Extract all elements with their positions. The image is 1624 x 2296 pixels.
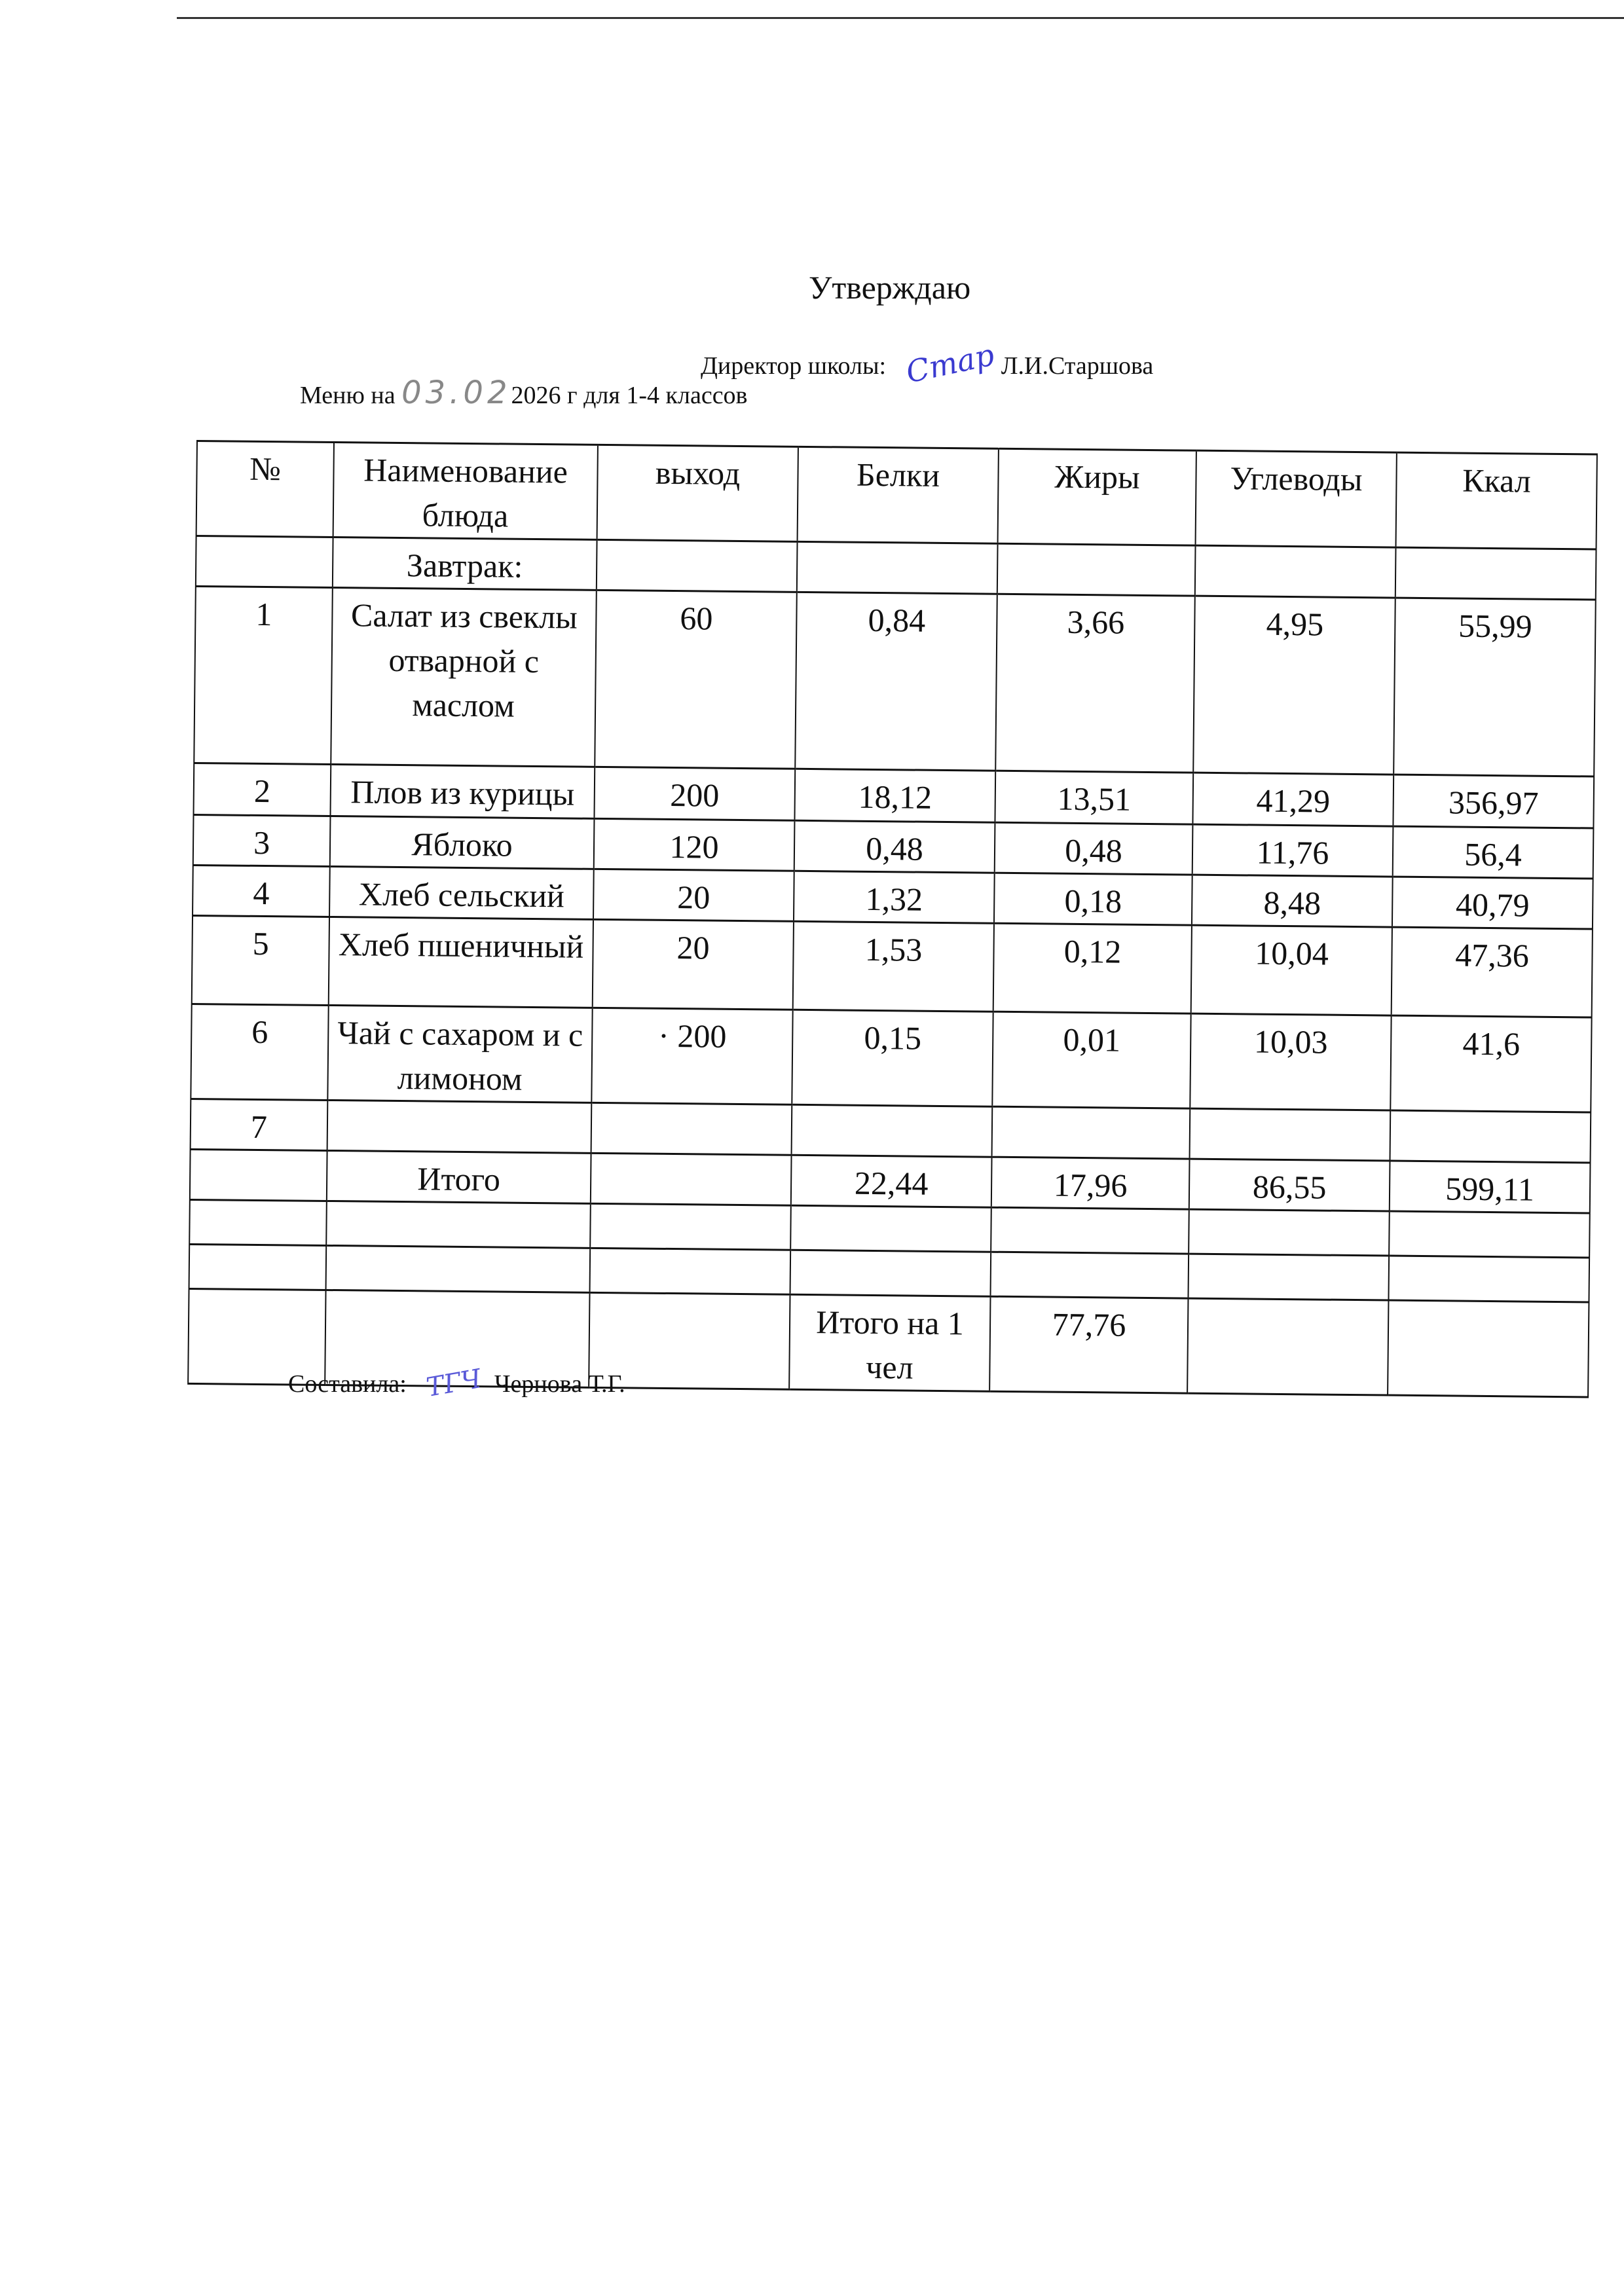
compiled-by-line <box>288 1364 625 1403</box>
dish-carbs <box>1190 1108 1391 1161</box>
dish-fats: 3,66 <box>995 594 1195 773</box>
empty-cell <box>991 1207 1189 1254</box>
dish-carbs: 4,95 <box>1193 596 1395 774</box>
menu-suffix: 2026 г для 1-4 классов <box>511 382 748 409</box>
menu-prefix: Меню на <box>300 382 396 409</box>
total-fats: 17,96 <box>991 1157 1190 1209</box>
dish-fats: 0,48 <box>995 822 1193 875</box>
menu-table <box>187 440 1598 1398</box>
director-signature: Стар <box>902 337 997 390</box>
empty-cell <box>326 1201 591 1248</box>
dish-kcal: 55,99 <box>1393 598 1596 776</box>
compiler-signature: ТГЧ <box>424 1364 484 1403</box>
empty-cell <box>189 1199 327 1245</box>
dish-output: 20 <box>593 869 794 921</box>
dish-name: Плов из курицы <box>330 764 595 818</box>
empty-cell <box>1388 1300 1589 1397</box>
director-label: Директор школы: <box>701 352 887 380</box>
empty-cell <box>797 541 998 594</box>
col-header-carbs: Углеводы <box>1196 450 1397 547</box>
empty-cell <box>1189 1209 1390 1256</box>
dish-output: 60 <box>595 590 797 769</box>
dish-carbs: 10,03 <box>1190 1013 1391 1110</box>
dish-fats: 0,18 <box>994 873 1192 925</box>
menu-table-wrapper <box>187 440 1598 1398</box>
dish-output: 120 <box>594 818 795 871</box>
dish-name: Чай с сахаром и с лимоном <box>327 1005 592 1102</box>
compiled-by-label: Составила: <box>288 1370 407 1398</box>
dish-proteins: 18,12 <box>794 769 995 822</box>
dish-output: 200 <box>594 767 795 820</box>
dish-fats: 13,51 <box>995 771 1193 824</box>
dish-fats: 0,12 <box>993 923 1192 1013</box>
total-proteins: 22,44 <box>791 1155 992 1207</box>
col-header-fats: Жиры <box>998 448 1196 545</box>
dish-name: Хлеб сельский <box>329 866 594 919</box>
empty-cell <box>790 1250 991 1296</box>
total-carbs: 86,55 <box>1189 1159 1390 1211</box>
row-number: 6 <box>191 1004 328 1100</box>
section-label: Завтрак: <box>333 538 597 591</box>
col-header-proteins: Белки <box>798 446 999 543</box>
row-number: 5 <box>192 915 329 1005</box>
empty-cell <box>1187 1298 1388 1395</box>
menu-title <box>300 374 748 411</box>
dish-kcal: 356,97 <box>1393 774 1594 828</box>
empty-cell <box>1195 545 1396 598</box>
empty-cell <box>790 1205 991 1252</box>
dish-kcal: 56,4 <box>1393 826 1594 879</box>
row-number: 3 <box>193 814 331 866</box>
director-name: Л.И.Старшова <box>1001 352 1154 380</box>
dish-proteins: 0,84 <box>795 592 997 771</box>
empty-cell <box>997 543 1196 596</box>
dish-output: 20 <box>593 919 794 1010</box>
dish-carbs: 11,76 <box>1192 824 1393 877</box>
empty-cell <box>326 1245 591 1292</box>
empty-cell <box>1395 547 1596 600</box>
per-person-value: 77,76 <box>989 1296 1188 1393</box>
empty-cell <box>1389 1211 1590 1258</box>
dish-carbs: 41,29 <box>1192 773 1393 826</box>
dish-kcal: 41,6 <box>1390 1015 1591 1112</box>
table-row <box>191 1004 1591 1112</box>
dish-name: Хлеб пшеничный <box>329 917 593 1008</box>
empty-cell <box>190 1149 327 1201</box>
dish-carbs: 10,04 <box>1191 925 1392 1015</box>
row-number: 1 <box>194 586 333 764</box>
table-header-row <box>196 441 1597 550</box>
empty-cell <box>590 1248 791 1294</box>
table-row <box>194 586 1595 776</box>
dish-name <box>327 1100 592 1153</box>
empty-cell <box>590 1203 791 1250</box>
per-person-label: Итого на 1 чел <box>789 1294 990 1391</box>
empty-cell <box>591 1153 792 1205</box>
row-number: 7 <box>191 1099 328 1150</box>
scan-edge-line <box>177 17 1624 19</box>
empty-cell <box>196 536 333 588</box>
col-header-name: Наименование блюда <box>333 443 598 540</box>
dish-proteins: 1,32 <box>794 871 995 923</box>
total-kcal: 599,11 <box>1390 1161 1591 1213</box>
dish-proteins: 1,53 <box>793 921 994 1011</box>
col-header-kcal: Ккал <box>1396 452 1597 549</box>
menu-date-handwritten: 03.02 <box>401 374 511 411</box>
dish-kcal: 47,36 <box>1392 927 1593 1017</box>
dish-kcal: 40,79 <box>1392 877 1593 929</box>
dish-fats <box>992 1106 1190 1159</box>
dish-name: Яблоко <box>330 816 595 869</box>
row-number: 2 <box>194 763 331 816</box>
col-header-output: выход <box>597 445 798 541</box>
approval-heading: Утверждаю <box>809 269 971 306</box>
empty-cell <box>1188 1254 1389 1300</box>
dish-proteins: 0,15 <box>792 1010 993 1106</box>
dish-name: Салат из свеклы отварной с маслом <box>331 588 597 767</box>
director-line <box>701 337 1154 390</box>
dish-output <box>591 1102 792 1155</box>
dish-output: · 200 <box>591 1008 792 1104</box>
compiler-name: Чернова Т.Г. <box>494 1370 625 1398</box>
dish-proteins <box>792 1104 993 1157</box>
row-number: 4 <box>193 865 330 917</box>
empty-cell <box>189 1244 327 1290</box>
dish-kcal <box>1390 1110 1591 1163</box>
dish-proteins: 0,48 <box>794 820 995 873</box>
total-label: Итого <box>327 1150 591 1203</box>
empty-cell <box>1388 1256 1589 1302</box>
dish-fats: 0,01 <box>992 1011 1190 1108</box>
empty-cell <box>990 1252 1189 1298</box>
col-header-number: № <box>196 441 334 538</box>
empty-cell <box>597 539 798 592</box>
dish-carbs: 8,48 <box>1192 875 1393 927</box>
table-row <box>192 915 1593 1017</box>
